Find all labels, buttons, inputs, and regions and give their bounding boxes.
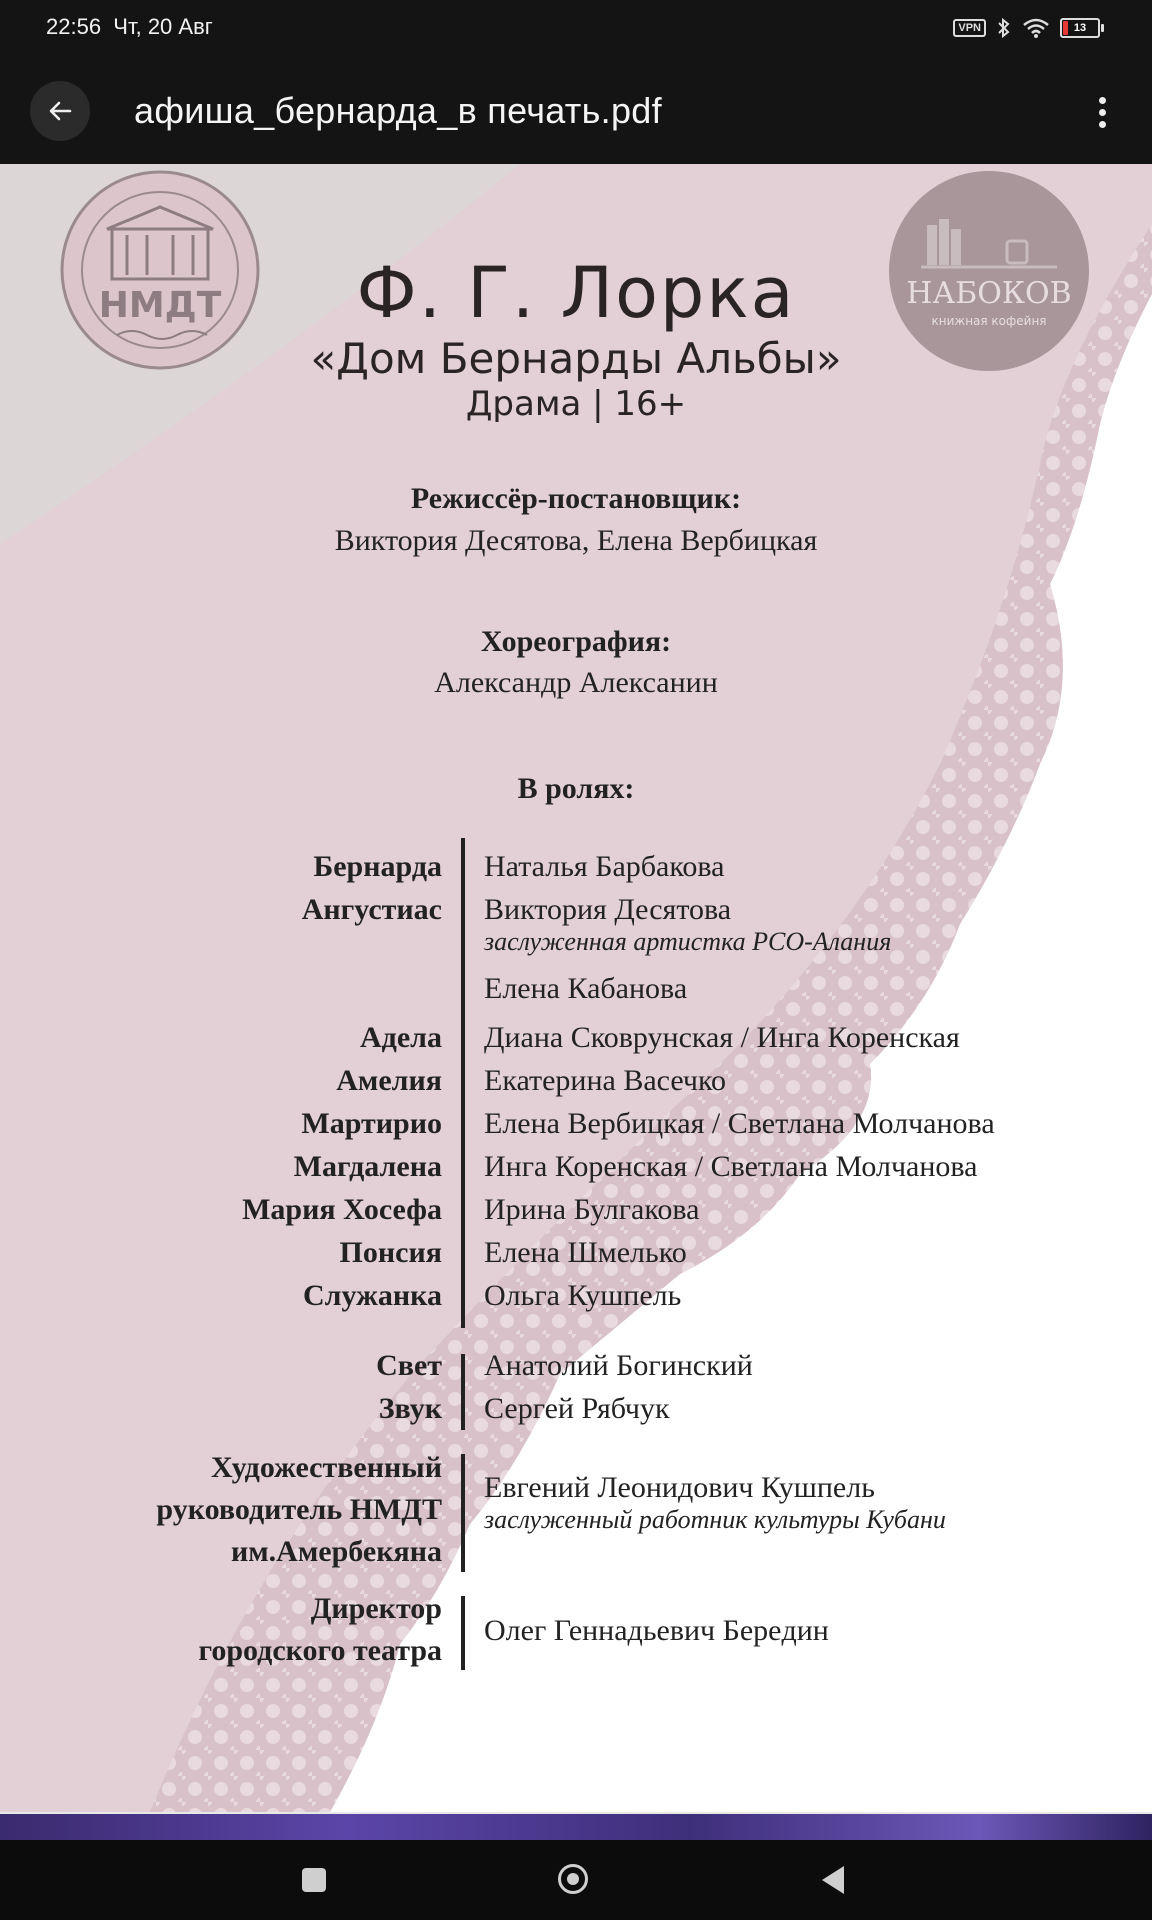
cast-row: Елена Кабанова (484, 972, 688, 1005)
cast-row: Магдалена Инга Коренская / Светлана Молчанова (293, 1150, 978, 1183)
vpn-icon: VPN (953, 19, 986, 37)
director-names: Виктория Десятова, Елена Вербицкая (334, 524, 818, 557)
actor-title-note: заслуженная артистка РСО-Алания (484, 927, 892, 956)
recents-square-icon[interactable] (302, 1868, 326, 1892)
theatre-director-role: Директор городского театра (198, 1592, 442, 1667)
cast-row: Мартирио Елена Вербицкая / Светлана Молчанова (301, 1107, 995, 1140)
crew-row: Свет Анатолий Богинский (376, 1349, 753, 1382)
choreography-heading: Хореография: (480, 625, 672, 658)
poster-genre: Драма | 16+ (465, 384, 687, 424)
cast-note-row (0, 927, 1152, 967)
svg-text:НМДТ: НМДТ (98, 285, 222, 326)
more-options-button[interactable] (1082, 90, 1122, 134)
battery-icon: 13 (1060, 18, 1100, 38)
arrow-left-icon (46, 97, 74, 125)
cast-row: Ангустиас Виктория Десятова (301, 893, 732, 926)
status-time: 22:56 Чт, 20 Авг (46, 14, 213, 39)
art-director-note: заслуженный работник культуры Кубани (484, 1505, 946, 1534)
director-heading: Режиссёр-постановщик: (410, 482, 742, 515)
cast-row: Бернарда Наталья Барбакова (313, 850, 725, 883)
crew-row: Звук Сергей Рябчук (378, 1392, 670, 1425)
cast-heading: В ролях: (517, 772, 635, 805)
svg-text:книжная кофейня: книжная кофейня (931, 314, 1047, 328)
cast-row: Адела Диана Сковрунская / Инга Коренская (360, 1021, 960, 1054)
back-button[interactable] (30, 81, 90, 141)
app-bar (0, 56, 1152, 164)
next-page-preview[interactable] (0, 1814, 1152, 1840)
cast-row: Служанка Ольга Кушпель (303, 1279, 682, 1312)
art-director-note-row (0, 1505, 1152, 1545)
pdf-page[interactable] (0, 164, 1152, 1812)
poster-play-title: «Дом Бернарды Альбы» (310, 334, 842, 383)
status-bar (0, 0, 1152, 56)
home-circle-icon[interactable] (558, 1864, 588, 1894)
bluetooth-icon (996, 16, 1012, 40)
document-title: афиша_бернарда_в печать.pdf (134, 90, 662, 131)
system-navigation-bar (0, 1840, 1152, 1920)
more-vert-icon (1099, 97, 1106, 104)
theatre-director-row (0, 1614, 1152, 1654)
back-triangle-icon[interactable] (822, 1866, 844, 1894)
art-director-role: Художественный руководитель НМДТ им.Амербекяна (156, 1451, 442, 1568)
choreography-names: Александр Алексанин (434, 666, 718, 699)
art-director-name: Евгений Леонидович Кушпель (484, 1471, 875, 1504)
wifi-icon (1022, 17, 1050, 39)
theatre-director-name: Олег Геннадьевич Берeдин (484, 1614, 829, 1647)
cast-row: Мария Хосефа Ирина Булгакова (242, 1193, 700, 1226)
cast-row: Амелия Екатерина Васечко (336, 1064, 727, 1097)
svg-text:НАБОКОВ: НАБОКОВ (906, 276, 1072, 311)
poster-author: Ф. Г. Лорка (356, 252, 796, 334)
cast-row: Понсия Елена Шмелько (339, 1236, 687, 1269)
status-icons (953, 14, 1100, 42)
